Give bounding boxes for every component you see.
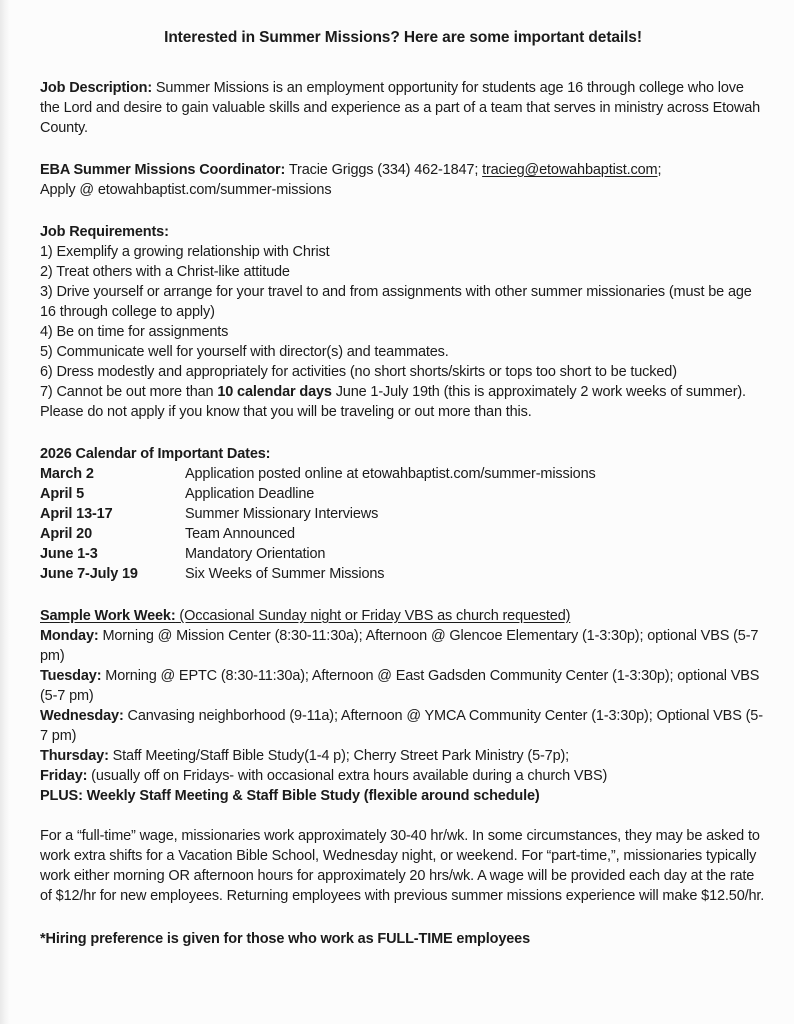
day-text: Canvasing neighborhood (9-11a); Afternoon @ YMCA Community Center (1-3:30p); Optional VBS (5-7 pm)	[40, 708, 763, 744]
requirement-item-6: 6) Dress modestly and appropriately for activities (no short shorts/skirts or tops too short to be tucked)	[40, 364, 677, 380]
work-week-day-tuesday	[40, 666, 766, 706]
coordinator-email-link[interactable]: tracieg@etowahbaptist.com	[482, 162, 658, 178]
day-text: Morning @ Mission Center (8:30-11:30a); Afternoon @ Glencoe Elementary (1-3:30p); optional VBS (5-7 pm)	[40, 628, 759, 664]
work-week-plus-line: PLUS: Weekly Staff Meeting & Staff Bible Study (flexible around schedule)	[40, 788, 540, 804]
calendar-row	[40, 524, 766, 544]
work-week-day-monday	[40, 626, 766, 666]
calendar-event: Application Deadline	[185, 486, 315, 502]
calendar-event: Six Weeks of Summer Missions	[185, 566, 385, 582]
day-text: (usually off on Fridays- with occasional extra hours available during a church VBS)	[87, 768, 608, 784]
calendar-date: April 20	[40, 526, 92, 542]
calendar-date: June 7-July 19	[40, 566, 138, 582]
job-requirements-heading: Job Requirements:	[40, 224, 169, 240]
coordinator-after-email: ;	[657, 162, 662, 178]
work-week-day-wednesday	[40, 706, 766, 746]
day-text: Morning @ EPTC (8:30-11:30a); Afternoon @ East Gadsden Community Center (1-3:30p); optional VBS (5-7 pm)	[40, 668, 760, 704]
job-requirements-section	[40, 222, 766, 422]
day-text: Staff Meeting/Staff Bible Study(1-4 p); Cherry Street Park Ministry (5-7p);	[108, 748, 570, 764]
work-week-heading-note: (Occasional Sunday night or Friday VBS as church requested)	[175, 608, 571, 624]
calendar-event: Application posted online at etowahbaptist.com/summer-missions	[185, 466, 596, 482]
scan-edge-artifact	[0, 0, 10, 1024]
work-week-heading: Sample Work Week:	[40, 608, 176, 624]
calendar-row	[40, 564, 766, 584]
calendar-section	[40, 444, 766, 584]
work-week-section	[40, 606, 766, 806]
requirement-item-3: 3) Drive yourself or arrange for your travel to and from assignments with other summer missionaries (must be age 16 through college to apply)	[40, 284, 752, 320]
calendar-row	[40, 484, 766, 504]
requirement-item-7-bold: 10 calendar days	[217, 384, 332, 400]
job-description-label: Job Description:	[40, 80, 152, 96]
coordinator-paragraph	[40, 160, 766, 200]
coordinator-label: EBA Summer Missions Coordinator:	[40, 162, 286, 178]
day-label: Wednesday:	[40, 708, 124, 724]
requirement-item-4: 4) Be on time for assignments	[40, 324, 229, 340]
calendar-row	[40, 504, 766, 524]
calendar-event: Team Announced	[185, 526, 295, 542]
calendar-heading: 2026 Calendar of Important Dates:	[40, 446, 271, 462]
work-week-day-friday	[40, 766, 766, 786]
requirement-item-2: 2) Treat others with a Christ-like attitude	[40, 264, 290, 280]
requirement-item-7-pre: 7) Cannot be out more than	[40, 384, 218, 400]
calendar-event: Summer Missionary Interviews	[185, 506, 379, 522]
day-label: Friday:	[40, 768, 88, 784]
requirement-item-5: 5) Communicate well for yourself with director(s) and teammates.	[40, 344, 449, 360]
calendar-event: Mandatory Orientation	[185, 546, 326, 562]
calendar-date: April 13-17	[40, 506, 113, 522]
day-label: Tuesday:	[40, 668, 102, 684]
calendar-date: March 2	[40, 466, 94, 482]
calendar-row	[40, 544, 766, 564]
work-week-day-thursday	[40, 746, 766, 766]
requirement-item-7	[40, 382, 766, 422]
wage-paragraph: For a “full-time” wage, missionaries work approximately 30-40 hr/wk. In some circumstances, they may be asked to work extra shifts for a Vacation Bible School, Wednesday night, or weekend. For “part-time,”, missionaries typically work either morning OR afternoon hours for approximately 20 hrs/wk. A wage will be provided each day at the rate of $12/hr for new employees. Returning employees with previous summer missions experience will make $12.50/hr.	[40, 828, 765, 904]
day-label: Monday:	[40, 628, 99, 644]
page-title: Interested in Summer Missions? Here are some important details!	[164, 29, 642, 46]
calendar-date: April 5	[40, 486, 85, 502]
work-week-heading-underline	[40, 608, 570, 624]
coordinator-contact: Tracie Griggs (334) 462-1847;	[285, 162, 483, 178]
apply-line: Apply @ etowahbaptist.com/summer-missions	[40, 182, 332, 198]
requirement-item-7-post: June 1-July 19th (this is approximately 2 work weeks of summer). Please do not apply if you know that you will be traveling or out more than this.	[40, 384, 746, 420]
calendar-row	[40, 464, 766, 484]
calendar-date: June 1-3	[40, 546, 98, 562]
job-description-paragraph	[40, 78, 766, 138]
job-description-text: Summer Missions is an employment opportunity for students age 16 through college who love the Lord and desire to gain valuable skills and experience as a part of a team that serves in ministry across Etowah County.	[40, 80, 761, 136]
work-week-heading-line	[40, 606, 766, 626]
day-label: Thursday:	[40, 748, 109, 764]
requirement-item-1: 1) Exemplify a growing relationship with Christ	[40, 244, 330, 260]
hiring-preference-note: *Hiring preference is given for those who work as FULL-TIME employees	[40, 931, 531, 947]
